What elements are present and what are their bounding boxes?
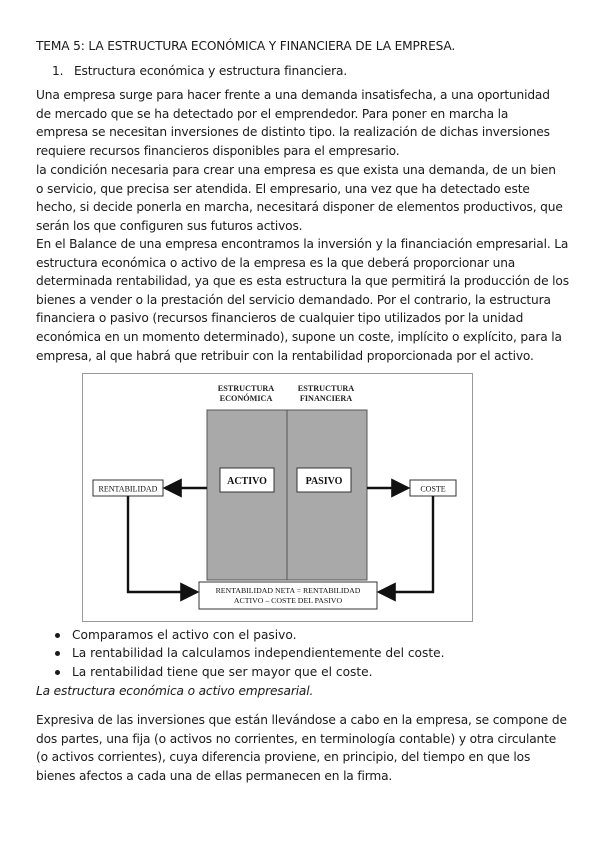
- page-title: TEMA 5: LA ESTRUCTURA ECONÓMICA Y FINANCIERA DE LA EMPRESA.: [36, 39, 456, 53]
- paragraph-line: Expresiva de las inversiones que están llevándose a cabo en la empresa, se compone de: [36, 713, 567, 727]
- paragraph-line: de mercado que se ha detectado por el emprendedor. Para poner en marcha la: [36, 106, 509, 121]
- paragraph-line: la condición necesaria para crear una empresa es que exista una demanda, de un bien: [36, 163, 556, 177]
- rentabilidad-label: RENTABILIDAD: [98, 484, 158, 494]
- bullet-dot-icon: [55, 633, 60, 638]
- paragraph-line: empresa, al que habrá que retribuir con la rentabilidad proporcionada por el activo.: [36, 348, 534, 363]
- coste-label: COSTE: [420, 484, 446, 494]
- paragraph-1: [36, 86, 564, 160]
- paragraph-line: serán los que configuren sus futuros activos.: [36, 218, 303, 233]
- paragraph-2: [36, 161, 564, 235]
- paragraph-line: empresa se necesitan inversiones de distinto tipo. la realización de dichas inversiones: [36, 125, 550, 140]
- header-estructura-financiera-line2: FINANCIERA: [299, 394, 353, 403]
- paragraph-line: determinada rentabilidad, ya que es esta estructura la que permitirá la producción de los: [36, 274, 569, 289]
- bullet-item: [52, 663, 445, 681]
- paragraph-line: bienes afectos a cada una de ellas permanecen en la firma.: [36, 768, 393, 783]
- numbered-heading-number: 1.: [52, 64, 64, 78]
- paragraph-line: En el Balance de una empresa encontramos la inversión y la financiación empresarial. La: [36, 237, 569, 251]
- paragraph-line: hecho, si decide ponerla en marcha, necesitará disponer de elementos productivos, que: [36, 200, 563, 215]
- arrow-coste-to-net: [379, 496, 433, 592]
- estructura-economica-block: [207, 410, 287, 580]
- bullet-item: [52, 626, 445, 644]
- estructura-financiera-block: [287, 410, 367, 580]
- pasivo-label: PASIVO: [305, 476, 343, 487]
- rentabilidad-neta-line2: ACTIVO – COSTE DEL PASIVO: [233, 596, 343, 605]
- activo-label: ACTIVO: [227, 476, 267, 487]
- bullet-text: La rentabilidad tiene que ser mayor que el coste.: [72, 664, 373, 679]
- paragraph-line: estructura económica o activo de la empresa es la que deberá proporcionar una: [36, 255, 516, 270]
- bullet-text: Comparamos el activo con el pasivo.: [72, 628, 297, 642]
- paragraph-line: bienes a vender o la prestación del servicio demandado. Por el contrario, la estructura: [36, 292, 551, 307]
- bullet-item: [52, 644, 445, 662]
- balance-diagram: [82, 373, 473, 622]
- paragraph-line: Una empresa surge para hacer frente a una demanda insatisfecha, a una oportunidad: [36, 88, 550, 102]
- numbered-heading-text: Estructura económica y estructura financiera.: [74, 64, 348, 78]
- paragraph-line: (o activos corrientes), cuya diferencia proviene, en principio, del tiempo en que los: [36, 750, 531, 765]
- paragraph-line: financiera o pasivo (recursos financieros de cualquier tipo utilizados por la unidad: [36, 311, 524, 326]
- paragraph-line: económica en un momento determinado), supone un coste, implícito o explícito, para la: [36, 329, 562, 344]
- rentabilidad-neta-line1: RENTABILIDAD NETA = RENTABILIDAD: [215, 586, 361, 595]
- paragraph-3: [36, 235, 569, 365]
- bullet-dot-icon: [55, 651, 60, 656]
- bullet-list: [52, 626, 445, 681]
- section-subheading: La estructura económica o activo empresarial.: [36, 684, 314, 698]
- header-estructura-economica-line2: ECONÓMICA: [219, 394, 273, 403]
- header-estructura-economica-line1: ESTRUCTURA: [217, 384, 275, 393]
- arrow-rentabilidad-to-net: [128, 496, 197, 592]
- bullet-dot-icon: [55, 670, 60, 675]
- header-estructura-financiera-line1: ESTRUCTURA: [297, 384, 355, 393]
- bullet-text: La rentabilidad la calculamos independientemente del coste.: [72, 646, 445, 661]
- paragraph-4: [36, 711, 567, 785]
- paragraph-line: o servicio, que precisa ser atendida. El empresario, una vez que ha detectado este: [36, 181, 530, 196]
- numbered-heading: [52, 62, 347, 81]
- balance-diagram-svg: [83, 374, 472, 621]
- paragraph-line: requiere recursos financieros disponibles para el empresario.: [36, 143, 400, 158]
- paragraph-line: dos partes, una fija (o activos no corrientes, en terminología contable) y otra circulante: [36, 731, 557, 746]
